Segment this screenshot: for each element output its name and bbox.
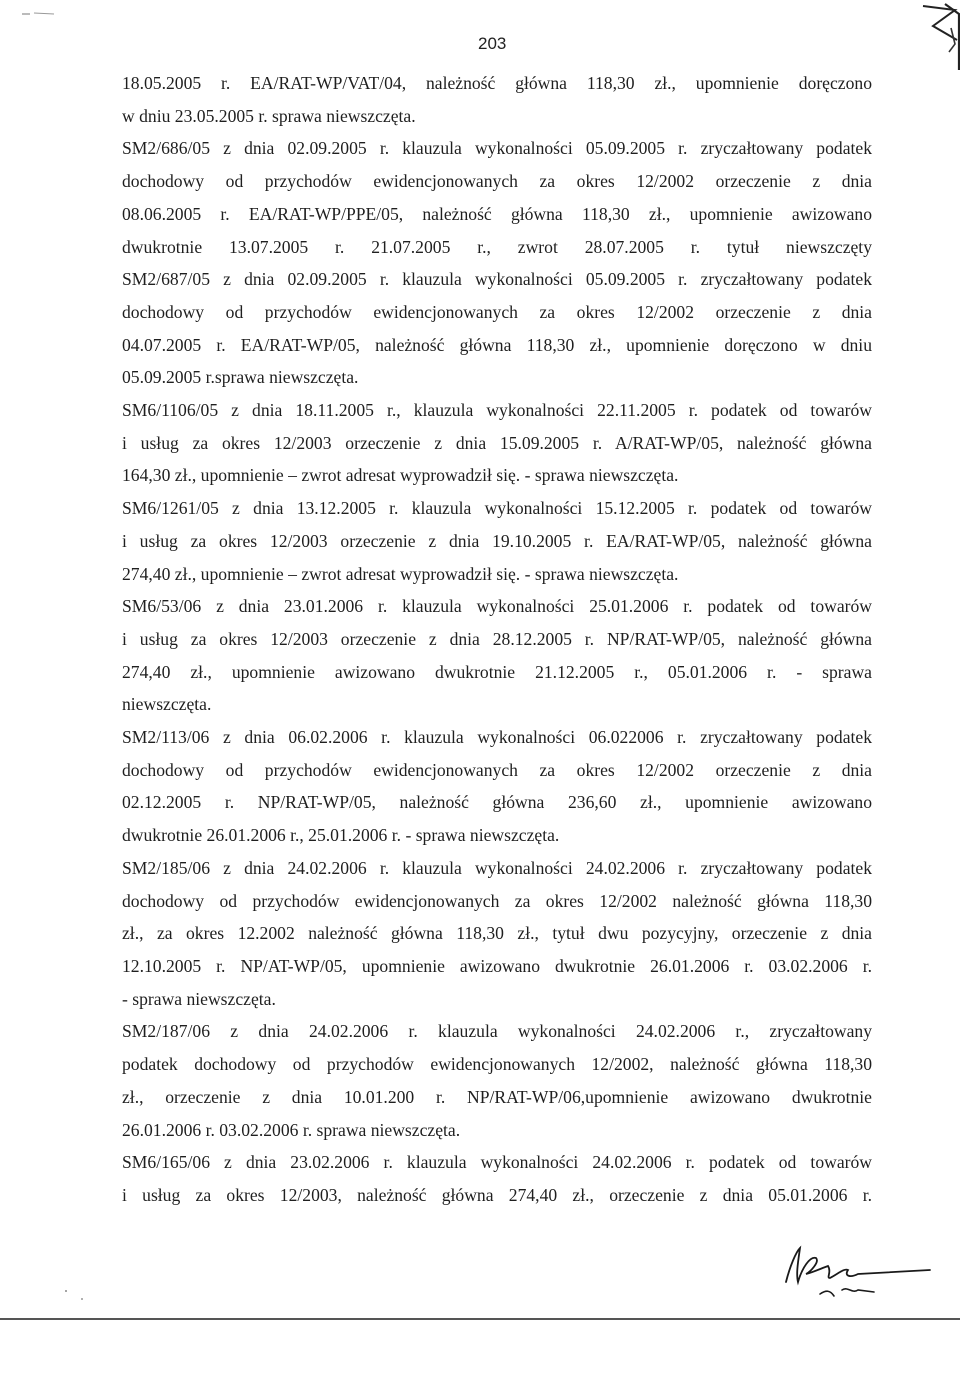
text-line: 04.07.2005 r. EA/RAT-WP/05, należność główna 118,30 zł., upomnienie doręczono w dniu	[122, 334, 872, 355]
text-line: - sprawa niewszczęta.	[122, 988, 276, 1009]
text-line: i usług za okres 12/2003 orzeczenie z dnia 15.09.2005 r. A/RAT-WP/05, należność główna	[122, 432, 872, 453]
text-line: 12.10.2005 r. NP/AT-WP/05, upomnienie awizowano dwukrotnie 26.01.2006 r. 03.02.2006 r.	[122, 955, 872, 976]
text-line: niewszczęta.	[122, 694, 212, 715]
text-line: dochodowy od przychodów ewidencjonowanych za okres 12/2002 orzeczenie z dnia	[122, 301, 872, 322]
text-line: SM6/1261/05 z dnia 13.12.2005 r. klauzula wykonalności 15.12.2005 r. podatek od towarów	[122, 498, 872, 519]
text-line: 26.01.2006 r. 03.02.2006 r. sprawa niewszczęta.	[122, 1119, 461, 1140]
page-number: 203	[478, 34, 507, 53]
text-line: SM2/185/06 z dnia 24.02.2006 r. klauzula wykonalności 24.02.2006 r. zryczałtowany podatek	[122, 857, 872, 878]
text-line: dwukrotnie 26.01.2006 r., 25.01.2006 r. - sprawa niewszczęta.	[122, 825, 560, 846]
text-line: dochodowy od przychodów ewidencjonowanych za okres 12/2002 należność główna 118,30	[122, 890, 872, 911]
text-line: SM6/165/06 z dnia 23.02.2006 r. klauzula wykonalności 24.02.2006 r. podatek od towarów	[122, 1152, 872, 1173]
text-line: dochodowy od przychodów ewidencjonowanych za okres 12/2002 orzeczenie z dnia	[122, 759, 872, 780]
text-line: 274,40 zł., upomnienie awizowano dwukrotnie 21.12.2005 r., 05.01.2006 r. - sprawa	[122, 661, 872, 682]
text-line: 05.09.2005 r.sprawa niewszczęta.	[122, 367, 359, 388]
text-line: i usług za okres 12/2003 orzeczenie z dnia 19.10.2005 r. EA/RAT-WP/05, należność główna	[122, 530, 872, 551]
text-line: SM2/687/05 z dnia 02.09.2005 r. klauzula wykonalności 05.09.2005 r. zryczałtowany podatek	[122, 269, 872, 290]
text-line: SM6/1106/05 z dnia 18.11.2005 r., klauzula wykonalności 22.11.2005 r. podatek od towarów	[122, 400, 872, 421]
scan-speck	[20, 4, 60, 10]
text-line: dwukrotnie 13.07.2005 r. 21.07.2005 r., zwrot 28.07.2005 r. tytuł niewszczęty	[122, 236, 872, 257]
text-line: 02.12.2005 r. NP/RAT-WP/05, należność główna 236,60 zł., upomnienie awizowano	[122, 792, 872, 813]
text-line: 18.05.2005 r. EA/RAT-WP/VAT/04, należność główna 118,30 zł., upomnienie doręczono	[122, 73, 872, 93]
text-line: 164,30 zł., upomnienie – zwrot adresat wyprowadził się. - sprawa niewszczęta.	[122, 465, 679, 486]
text-line: 274,40 zł., upomnienie – zwrot adresat wyprowadził się. - sprawa niewszczęta.	[122, 563, 679, 584]
text-line: SM6/53/06 z dnia 23.01.2006 r. klauzula wykonalności 25.01.2006 r. podatek od towarów	[122, 596, 872, 617]
handwritten-signature	[770, 1238, 940, 1308]
text-line: 08.06.2005 r. EA/RAT-WP/PPE/05, należność główna 118,30 zł., upomnienie awizowano	[122, 203, 872, 224]
text-line: dochodowy od przychodów ewidencjonowanych za okres 12/2002 orzeczenie z dnia	[122, 171, 872, 192]
text-line: SM2/686/05 z dnia 02.09.2005 r. klauzula wykonalności 05.09.2005 r. zryczałtowany podatek	[122, 138, 872, 159]
text-line: i usług za okres 12/2003, należność główna 274,40 zł., orzeczenie z dnia 05.01.2006 r.	[122, 1184, 872, 1205]
text-line: w dniu 23.05.2005 r. sprawa niewszczęta.	[122, 105, 416, 126]
scan-dots	[60, 1285, 100, 1305]
text-line: i usług za okres 12/2003 orzeczenie z dnia 28.12.2005 r. NP/RAT-WP/05, należność główna	[122, 628, 872, 649]
text-line: zł., za okres 12.2002 należność główna 118,30 zł., tytuł dwu pozycyjny, orzeczenie z dnia	[122, 923, 872, 944]
text-line: SM2/113/06 z dnia 06.02.2006 r. klauzula wykonalności 06.022006 r. zryczałtowany podatek	[122, 727, 872, 748]
document-body	[122, 67, 872, 1212]
text-line: podatek dochodowy od przychodów ewidencjonowanych 12/2002, należność główna 118,30	[122, 1054, 872, 1075]
bottom-scan-edge	[0, 1318, 960, 1320]
text-line: zł., orzeczenie z dnia 10.01.200 r. NP/RAT-WP/06,upomnienie awizowano dwukrotnie	[122, 1086, 872, 1107]
text-line: SM2/187/06 z dnia 24.02.2006 r. klauzula wykonalności 24.02.2006 r., zryczałtowany	[122, 1021, 872, 1042]
corner-stamp-mark	[915, 0, 960, 80]
